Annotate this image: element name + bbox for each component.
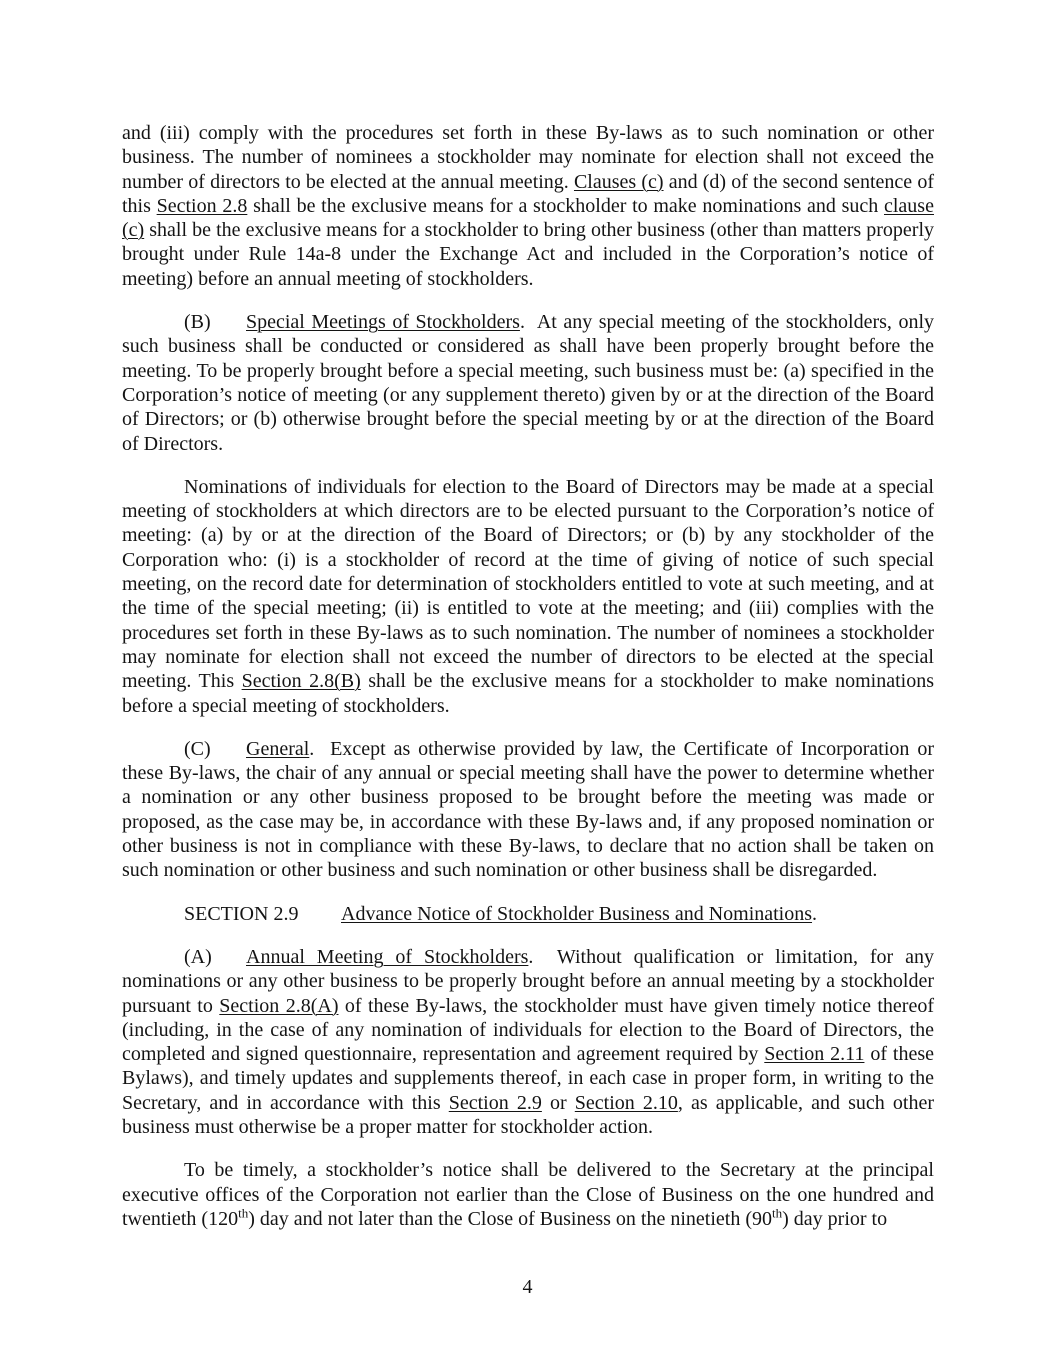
paragraph-label: (A) <box>184 945 212 968</box>
paragraph <box>122 310 934 456</box>
text-run: ) day and not later than the Close of Business on the ninetieth (90 <box>248 1207 772 1230</box>
text-run: . Without qualification or limitation, for any nominations or any other business to be properly brought before an annual meeting by a stockholder pursuant to <box>122 945 934 1017</box>
underlined-reference: General <box>246 737 310 760</box>
paragraph <box>122 737 934 883</box>
text-run: and (iii) comply with the procedures set forth in these By-laws as to such nomination or other business. The number of nominees a stockholder may nominate for election shall not exceed the number of directors to be elected at the annual meeting. <box>122 122 934 193</box>
underlined-reference: Section 2.11 <box>764 1043 865 1066</box>
text-run: of these By-laws, the stockholder must have given timely notice thereof (including, in the case of any nomination of individuals for election to the Board of Directors, the completed and signed questionnaire, representation and agreement required by <box>122 994 935 1066</box>
text-run: . Except as otherwise provided by law, the Certificate of Incorporation or these By-laws, the chair of any annual or special meeting shall have the power to determine whether a nomination or any other business proposed to be brought before the meeting was made or proposed, as the case may be, in accordance with these By-laws and, if any proposed nomination or other business is not in compliance with these By-laws, to declare that no action shall be taken on such nomination or other business and such nomination or other business shall be disregarded. <box>122 737 934 882</box>
underlined-reference: Annual Meeting of Stockholders <box>246 945 529 968</box>
paragraph <box>122 945 934 1139</box>
text-run: To be timely, a stockholder’s notice shall be delivered to the Secretary at the principal executive offices of the Corporation not earlier than the Close of Business on the one hundred and twentieth (120 <box>122 1159 934 1230</box>
text-run: shall be the exclusive means for a stockholder to make nominations before a special meeting of stockholders. <box>122 670 935 717</box>
text-run: and (d) of the second sentence of this <box>122 170 934 217</box>
underlined-reference: Section 2.8(B) <box>241 670 361 693</box>
paragraph <box>122 475 934 718</box>
underlined-reference: Section 2.8(A) <box>219 994 339 1017</box>
text-run: of these Bylaws), and timely updates and supplements thereof, in each case in proper form, in writing to the Secretary, and in accordance with this <box>122 1043 935 1114</box>
underlined-reference: Section 2.9 <box>448 1091 542 1114</box>
text-run: . <box>812 902 818 925</box>
text-run: shall be the exclusive means for a stockholder to bring other business (other than matters properly brought under Rule 14a-8 under the Exchange Act and included in the Corporation’s notice of meeting) before an annual meeting of stockholders. <box>122 219 934 290</box>
underlined-reference: Special Meetings of Stockholders <box>246 311 520 334</box>
ordinal-superscript: th <box>772 1205 783 1221</box>
page-number: 4 <box>522 1276 533 1298</box>
text-run: ) day prior to <box>782 1207 888 1230</box>
text-run: shall be the exclusive means for a stockholder to make nominations and such <box>247 194 884 217</box>
section-heading <box>122 902 934 926</box>
paragraph <box>122 1158 934 1231</box>
ordinal-superscript: th <box>238 1205 249 1221</box>
paragraph-label: (C) <box>184 737 211 760</box>
text-run: . At any special meeting of the stockholders, only such business shall be conducted or considered as shall have been properly brought before the meeting. To be properly brought before a special meeting, such business must be: (a) specified in the Corporation’s notice of meeting (or any supplement thereto) given by or at the direction of the Board of Directors; or (b) otherwise brought before the special meeting by or at the direction of the Board of Directors. <box>122 311 935 455</box>
underlined-reference: Clauses (c) <box>573 170 664 193</box>
document-body <box>122 121 934 1250</box>
paragraph-label: SECTION 2.9 <box>184 902 299 925</box>
text-run: Nominations of individuals for election to the Board of Directors may be made at a special meeting of stockholders at which directors are to be elected pursuant to the Corporation’s notice of meeting: (a) by or at the direction of the Board of Directors; or (b) by any stockholder of the Corporation who: (i) is a stockholder of record at the time of giving of notice of such special meeting, on the record date for determination of stockholders entitled to vote at such meeting, and at the time of the special meeting; (ii) is entitled to vote at the meeting; and (iii) complies with the procedures set forth in these By-laws as to such nomination. The number of nominees a stockholder may nominate for election shall not exceed the number of directors to be elected at the special meeting. This <box>122 475 934 693</box>
underlined-reference: Section 2.10 <box>574 1091 678 1114</box>
underlined-reference: Advance Notice of Stockholder Business and Nominations <box>341 902 813 925</box>
text-run: or <box>541 1091 575 1114</box>
paragraph-label: (B) <box>184 311 211 334</box>
underlined-reference: Section 2.8 <box>156 194 248 217</box>
text-run: , as applicable, and such other business must otherwise be a proper matter for stockholder action. <box>122 1091 934 1138</box>
underlined-reference: clause (c) <box>122 194 934 242</box>
paragraph <box>122 121 934 291</box>
